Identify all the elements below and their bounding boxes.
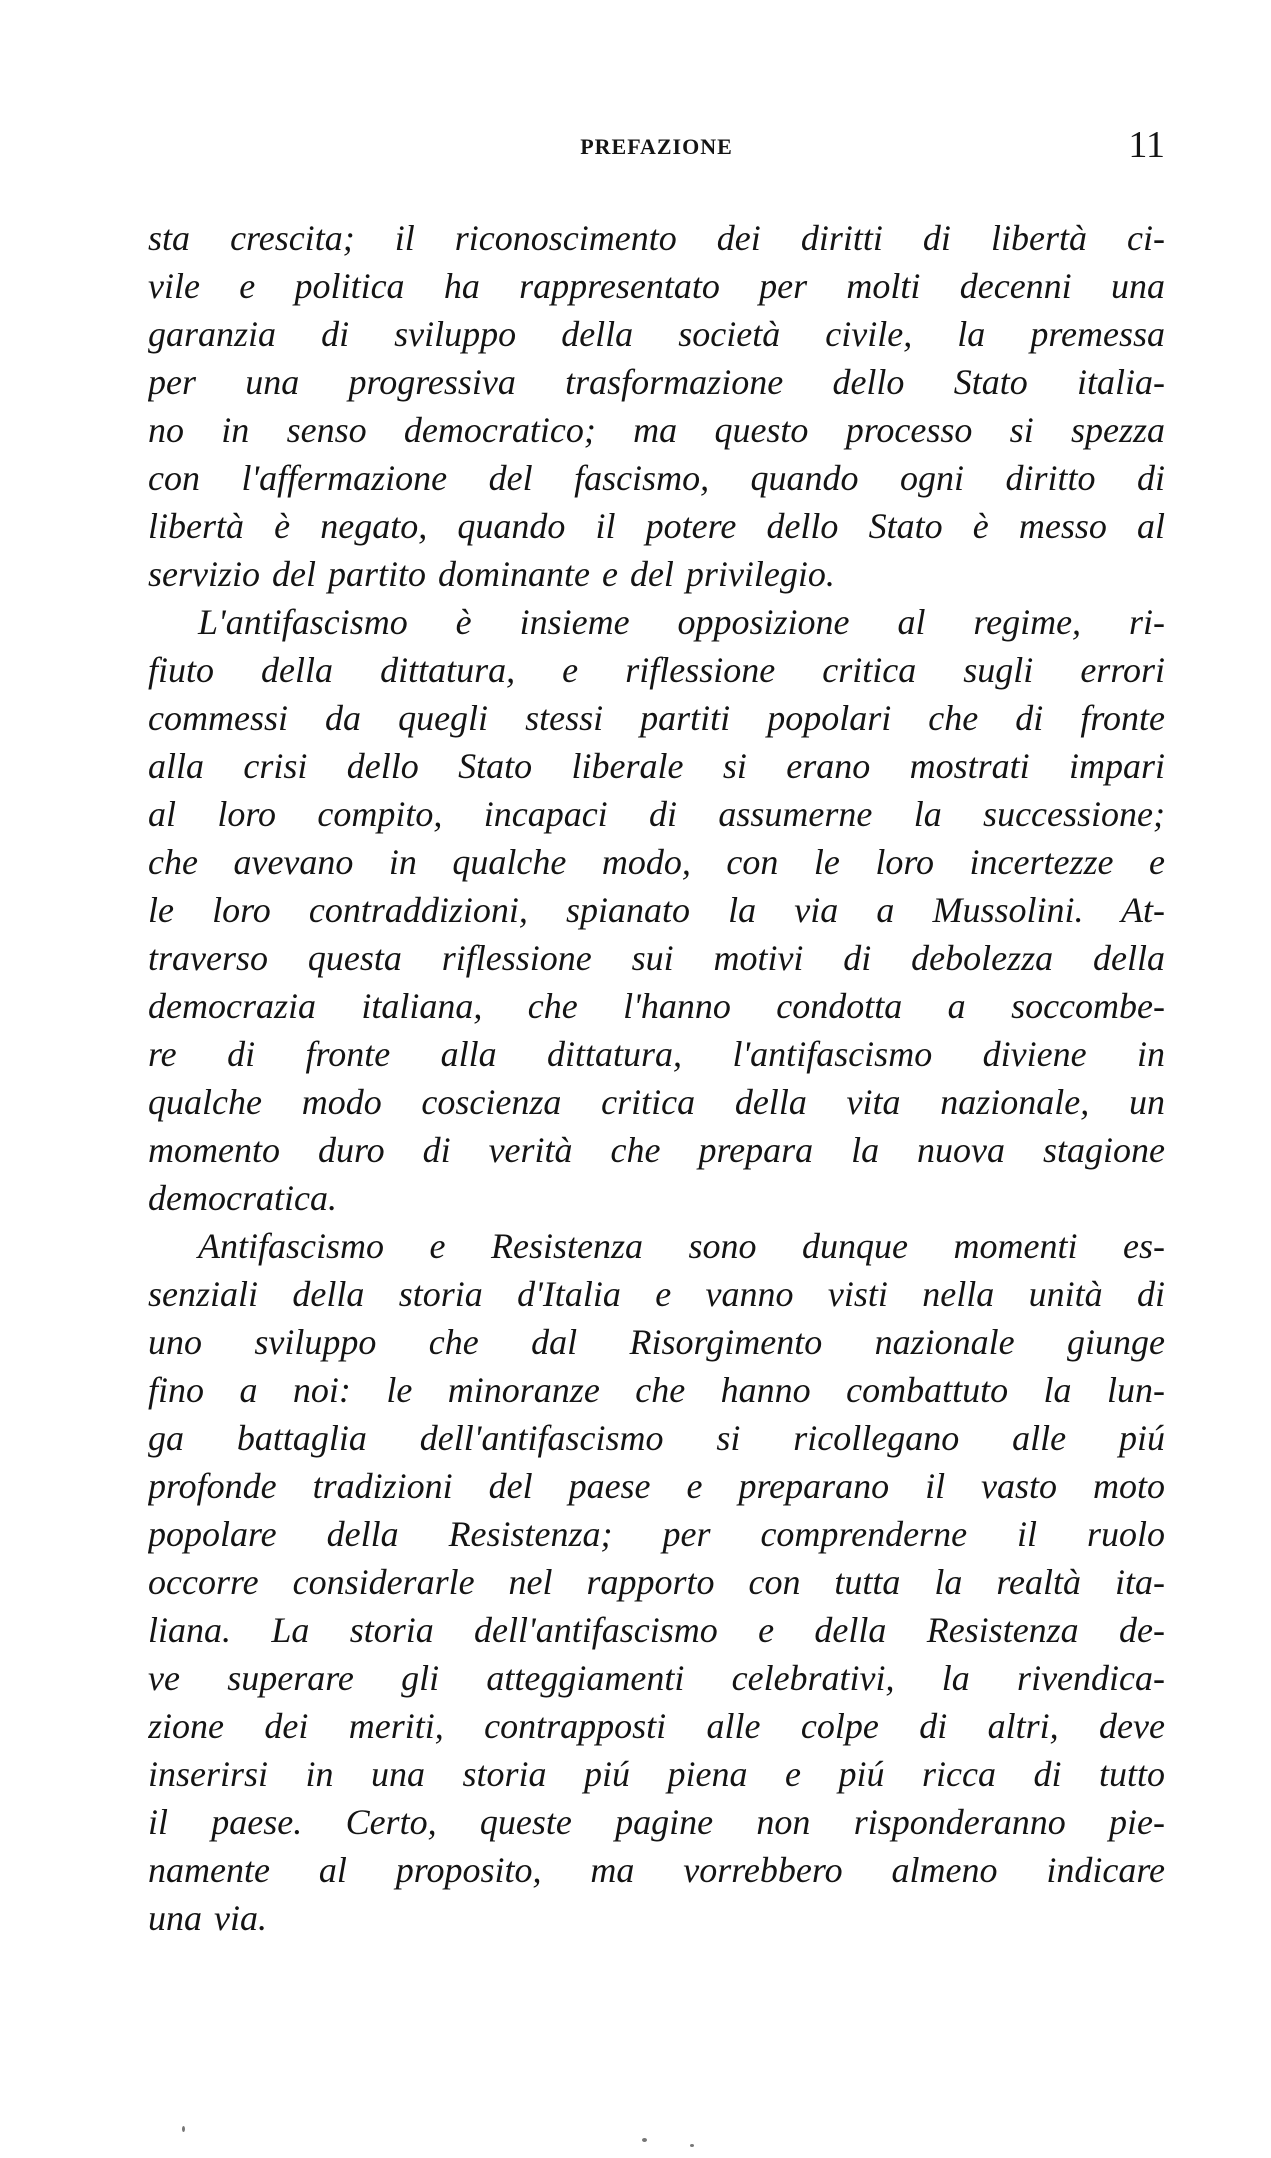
text-line: ve superare gli atteggiamenti celebrativi, la rivendica- bbox=[148, 1658, 1165, 1698]
text-line: per una progressiva trasformazione dello Stato italia- bbox=[148, 362, 1165, 402]
text-line: uno sviluppo che dal Risorgimento nazionale giunge bbox=[148, 1322, 1165, 1362]
text-line: no in senso democratico; ma questo processo si spezza bbox=[148, 410, 1165, 450]
text-line: le loro contraddizioni, spianato la via a Mussolini. At- bbox=[148, 890, 1165, 930]
text-line: fiuto della dittatura, e riflessione critica sugli errori bbox=[148, 650, 1165, 690]
text-line: una via. bbox=[148, 1898, 267, 1938]
text-line: alla crisi dello Stato liberale si erano mostrati impari bbox=[148, 746, 1165, 786]
text-line: qualche modo coscienza critica della vita nazionale, un bbox=[148, 1082, 1165, 1122]
text-line: zione dei meriti, contrapposti alle colpe di altri, deve bbox=[148, 1706, 1165, 1746]
text-line: re di fronte alla dittatura, l'antifascismo diviene in bbox=[148, 1034, 1165, 1074]
text-line: il paese. Certo, queste pagine non risponderanno pie- bbox=[148, 1802, 1165, 1842]
text-line: liana. La storia dell'antifascismo e della Resistenza de- bbox=[148, 1610, 1165, 1650]
scan-speck bbox=[690, 2144, 694, 2147]
scan-speck bbox=[182, 2126, 185, 2132]
text-line: garanzia di sviluppo della società civile, la premessa bbox=[148, 314, 1165, 354]
text-line: che avevano in qualche modo, con le loro incertezze e bbox=[148, 842, 1165, 882]
text-line: ga battaglia dell'antifascismo si ricollegano alle piú bbox=[148, 1418, 1165, 1458]
text-line: servizio del partito dominante e del privilegio. bbox=[148, 554, 835, 594]
text-line: sta crescita; il riconoscimento dei diritti di libertà ci- bbox=[148, 218, 1165, 258]
text-line: commessi da quegli stessi partiti popolari che di fronte bbox=[148, 698, 1165, 738]
text-line: al loro compito, incapaci di assumerne la successione; bbox=[148, 794, 1165, 834]
text-line: senziali della storia d'Italia e vanno visti nella unità di bbox=[148, 1274, 1165, 1314]
running-head bbox=[148, 120, 1165, 170]
text-line: fino a noi: le minoranze che hanno combattuto la lun- bbox=[148, 1370, 1165, 1410]
text-line: Antifascismo e Resistenza sono dunque momenti es- bbox=[198, 1226, 1165, 1266]
text-line: traverso questa riflessione sui motivi di debolezza della bbox=[148, 938, 1165, 978]
text-line: democrazia italiana, che l'hanno condotta a soccombe- bbox=[148, 986, 1165, 1026]
text-line: popolare della Resistenza; per comprenderne il ruolo bbox=[148, 1514, 1165, 1554]
text-line: occorre considerarle nel rapporto con tutta la realtà ita- bbox=[148, 1562, 1165, 1602]
scan-speck bbox=[642, 2138, 647, 2142]
text-line: L'antifascismo è insieme opposizione al regime, ri- bbox=[198, 602, 1165, 642]
text-line: con l'affermazione del fascismo, quando ogni diritto di bbox=[148, 458, 1165, 498]
text-line: libertà è negato, quando il potere dello Stato è messo al bbox=[148, 506, 1165, 546]
body-text bbox=[148, 214, 1165, 1942]
text-line: namente al proposito, ma vorrebbero almeno indicare bbox=[148, 1850, 1165, 1890]
text-line: inserirsi in una storia piú piena e piú ricca di tutto bbox=[148, 1754, 1165, 1794]
running-title: PREFAZIONE bbox=[580, 134, 733, 159]
page-number: 11 bbox=[1128, 124, 1165, 166]
text-line: momento duro di verità che prepara la nuova stagione bbox=[148, 1130, 1165, 1170]
text-line: profonde tradizioni del paese e preparano il vasto moto bbox=[148, 1466, 1165, 1506]
text-line: democratica. bbox=[148, 1178, 337, 1218]
text-line: vile e politica ha rappresentato per molti decenni una bbox=[148, 266, 1165, 306]
